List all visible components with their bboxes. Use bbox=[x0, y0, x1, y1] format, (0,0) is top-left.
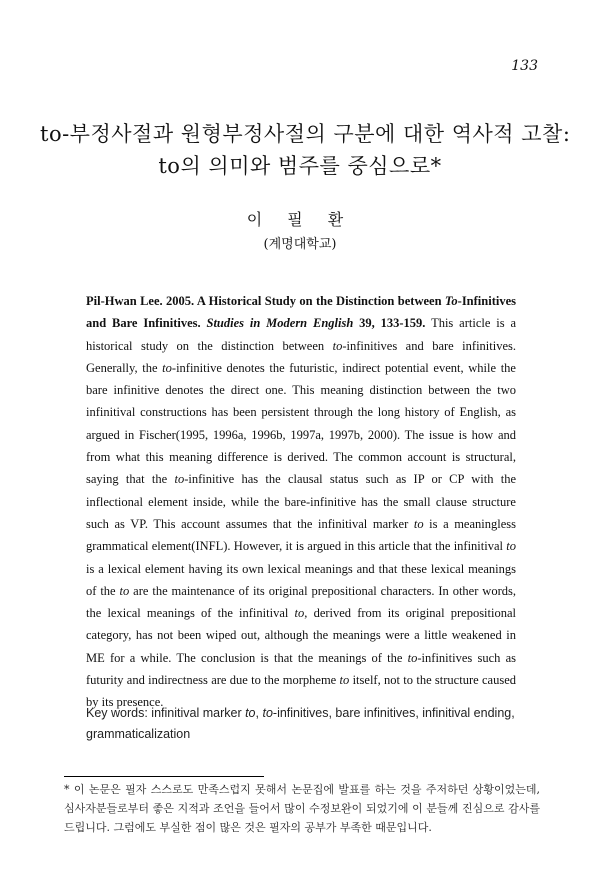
to-italic: to bbox=[119, 583, 130, 598]
abstract bbox=[86, 290, 516, 714]
to-italic: to bbox=[294, 606, 305, 621]
abstract-text: This article is a historical study on the distinction between bbox=[86, 316, 516, 353]
journal-name: Studies in Modern English bbox=[206, 316, 354, 331]
to-italic: to bbox=[162, 360, 172, 375]
abstract-text: -infinitives such as futurity and indirectness are due to the morpheme bbox=[86, 650, 516, 688]
author-name: 이 필 환 bbox=[246, 210, 354, 229]
citation-title: -Infinitives and Bare Infinitives. bbox=[86, 294, 516, 331]
abstract-text: are the maintenance of its original prepositional characters. In other words, the lexical meanings of the infinitival bbox=[86, 583, 516, 621]
to-italic: to bbox=[332, 338, 343, 353]
citation-to: To bbox=[444, 294, 458, 308]
abstract-text: , derived from its original prepositional category, has not been wiped out, although the meanings were a little weakened in ME for a while. The conclusion is that the meanings of the bbox=[86, 606, 516, 665]
to-italic: to bbox=[339, 673, 350, 688]
abstract-text: -infinitive has the clausal status such as IP or CP with the inflectional element inside, while the bare-infinitive has the small clause structure such as VP. This account assumes that the infinitival marker bbox=[86, 472, 516, 531]
volume-pages: 39, 133-159. bbox=[359, 316, 426, 331]
keywords-prefix: Key words: infinitival marker bbox=[86, 706, 246, 720]
abstract-text: itself, not to the structure caused by its presence. bbox=[86, 673, 516, 710]
to-italic: to bbox=[407, 650, 418, 665]
keywords: Key words: infinitival marker to, to-infinitives, bare infinitives, infinitival ending, grammaticalization bbox=[86, 706, 515, 741]
author-affiliation: (계명대학교) bbox=[263, 237, 337, 252]
title-line-1: to-부정사절과 원형부정사절의 구분에 대한 역사적 고찰: bbox=[40, 122, 571, 146]
to-italic: to bbox=[413, 516, 424, 531]
keyword-to: to bbox=[245, 706, 256, 720]
abstract-text: is a lexical element having its own lexical meanings and that these lexical meanings of the bbox=[86, 561, 516, 598]
abstract-text: -infinitive denotes the futuristic, indirect potential event, while the bare infinitive denotes the direct one. This meaning distinction between the two infinitival constructions has been persistent through the long history of English, as argued in Fischer(1995, 1996a, 1996b, 1997a, 1997b, 2000). The issue is how and from what this meaning difference is derived. The common account is structural, saying that the bbox=[86, 360, 516, 487]
citation-author-year: Pil-Hwan Lee. 2005. A Historical Study on the Distinction between bbox=[86, 294, 445, 308]
title-line-2: to의 의미와 범주를 중심으로* bbox=[158, 154, 442, 178]
footnote: * 이 논문은 필자 스스로도 만족스럽지 못해서 논문집에 발표를 하는 것을 주저하던 상황이었는데, 심사자분들로부터 좋은 지적과 조언을 들어서 많이 수정보완이 되었기에 이 분들께 진심으로 감사를 드립니다. 그럼에도 부실한 점이 많은 것은 필자의 공부가 부족한 때문입니다. bbox=[64, 783, 540, 834]
to-italic: to bbox=[174, 472, 185, 487]
abstract-text: -infinitives and bare infinitives. Generally, the bbox=[86, 338, 516, 375]
keyword-to: to bbox=[262, 706, 273, 720]
footnote-rule bbox=[64, 776, 264, 777]
page-number: 133 bbox=[511, 58, 538, 74]
abstract-text: is a meaningless grammatical element(INFL). However, it is argued in this article that the infinitival bbox=[86, 516, 516, 554]
paper-title bbox=[40, 118, 571, 182]
keywords-rest: -infinitives, bare infinitives, infinitival ending, grammaticalization bbox=[86, 706, 515, 741]
to-italic: to bbox=[506, 539, 516, 554]
